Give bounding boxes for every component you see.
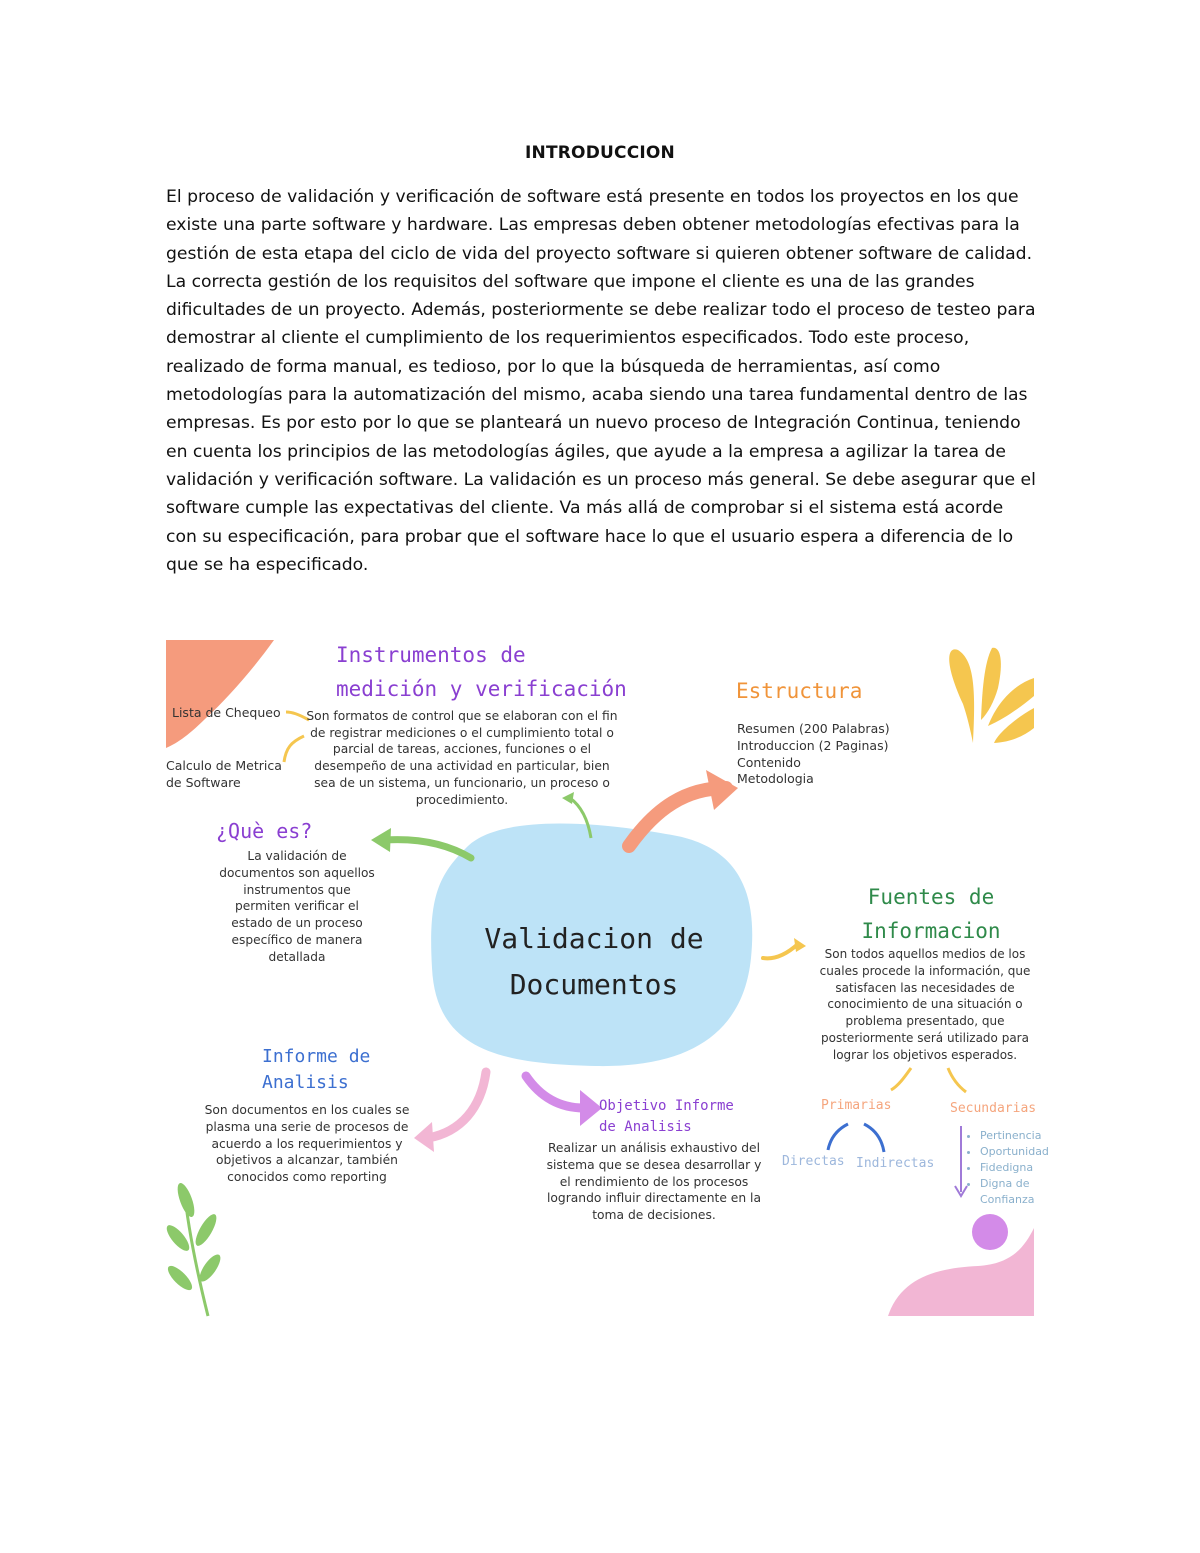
fuentes-title-line2: Informacion [861,919,1001,943]
bullet-oportunidad: • Oportunidad [980,1144,1050,1160]
fuentes-description: Son todos aquellos medios de los cuales procede la información, que satisfacen las necesidades de conocimiento de una situación o problema presentado, que posteriormente será utilizado para lograr los objetivos esperados. [819,947,1031,1062]
arrow-calculo [284,736,304,762]
instrumentos-description: Son formatos de control que se elaboran con el fin de registrar mediciones o el cumplimiento total o parcial de tareas, acciones, funciones o el desempeño de una actividad en particular, bien sea de un sistema, un funcionario, un proceso o procedimiento. [306,709,618,807]
center-title [466,916,722,1008]
bullet-digna-confianza: • Digna de Confianza [980,1176,1050,1208]
instrumentos-item-lista-chequeo: Lista de Chequeo [172,705,281,720]
que-es-description: La validación de documentos son aquellos instrumentos que permiten verificar el estado de un proceso específico de manera detallada [219,849,375,964]
instrumentos-title-line1: Instrumentos de [336,643,526,667]
decor-pink-shape [888,1228,1034,1316]
decor-leaf-4 [196,1251,224,1284]
objetivo-title-line2: de Analisis [599,1119,692,1135]
arrow-primarias [891,1068,911,1090]
arrowhead-fuentes [794,938,806,952]
arrow-to-que-es [384,840,471,858]
decor-yellow-petal-1 [949,649,974,743]
document-title: INTRODUCCION [525,143,675,163]
decor-leaf-2 [192,1211,220,1248]
estructura-item-resumen: Resumen (200 Palabras) [737,721,890,736]
estructura-item-introduccion: Introduccion (2 Paginas) [737,737,889,753]
estructura-list [737,721,890,788]
fuentes-directas: Directas [782,1154,845,1169]
objetivo-title-line1: Objetivo Informe [599,1098,734,1114]
estructura-title: Estructura [736,679,863,703]
calculo-line1: Calculo de Metrica [166,758,282,773]
instrumentos-item-calculo-metrica [166,758,282,792]
center-title-line2: Documentos [509,968,679,1001]
bullet-fidedigna: • Fidedigna [980,1160,1050,1176]
objetivo-description: Realizar un análisis exhaustivo del sistema que se desea desarrollar y el rendimiento de los procesos logrando influir directamente en la toma de decisiones. [546,1141,762,1223]
fuentes-primarias: Primarias [821,1098,892,1113]
estructura-item-metodologia: Metodologia [737,771,814,787]
que-es-title: ¿Què es? [216,819,313,843]
fuentes-secundarias: Secundarias [950,1101,1037,1116]
instrumentos-title [336,638,627,706]
fuentes-title-line1: Fuentes de [867,885,995,909]
arrow-indirectas [864,1124,884,1152]
estructura-item-contenido: Contenido [737,754,801,770]
decor-leaf-5 [164,1262,195,1293]
fuentes-indirectas: Indirectas [856,1156,935,1171]
objetivo-title [599,1096,734,1138]
bullet-pertinencia: • Pertinencia [980,1128,1050,1144]
arrow-to-objetivo [526,1076,584,1108]
informe-title-line1: Informe de [262,1046,371,1067]
arrow-directas [828,1124,848,1150]
arrowhead-estructura [706,770,738,810]
informe-title [262,1044,370,1096]
fuentes-title [846,880,1016,948]
decor-salmon-shape [166,640,274,748]
informe-description: Son documentos en los cuales se plasma una serie de procesos de acuerdo a los requerimientos y objetivos a alcanzar, también conocidos como reporting [204,1103,410,1185]
mind-map-figure [166,638,1049,1316]
fuentes-secundarias-list [960,1128,1050,1208]
informe-title-line2: Analisis [262,1072,349,1093]
calculo-line2: de Software [166,774,241,790]
arrow-to-informe [428,1072,486,1138]
arrow-to-fuentes [763,944,798,958]
intro-paragraph: El proceso de validación y verificación de software está presente en todos los proyectos en los que existe una parte software y hardware. Las empresas deben obtener metodologías efectivas para la gestión de esta etapa del ciclo de vida del proyecto software si quieren obtener software de calidad. La correcta gestión de los requisitos del software que impone el cliente es una de las grandes dificultades de un proyecto. Además, posteriormente se debe realizar todo el proceso de testeo para demostrar al cliente el cumplimiento de los requerimientos especificados. Todo este proceso, realizado de forma manual, es tedioso, por lo que la búsqueda de herramientas, así como metodologías para la automatización del mismo, acaba siendo una tarea fundamental dentro de las empresas. Es por esto por lo que se planteará un nuevo proceso de Integración Continua, teniendo en cuenta los principios de las metodologías ágiles, que ayude a la empresa a agilizar la tarea de validación y verificación software. La validación es un proceso más general. Se debe asegurar que el software cumple las expectativas del cliente. Va más allá de comprobar si el sistema está acorde con su especificación, para probar que el software hace lo que el usuario espera a diferencia de lo que se ha especificado. [166,187,1036,575]
decor-violet-dot [972,1214,1008,1250]
center-title-line1: Validacion de [484,922,704,955]
arrow-secundarias [948,1068,966,1092]
instrumentos-title-line2: medición y verificación [336,677,627,701]
